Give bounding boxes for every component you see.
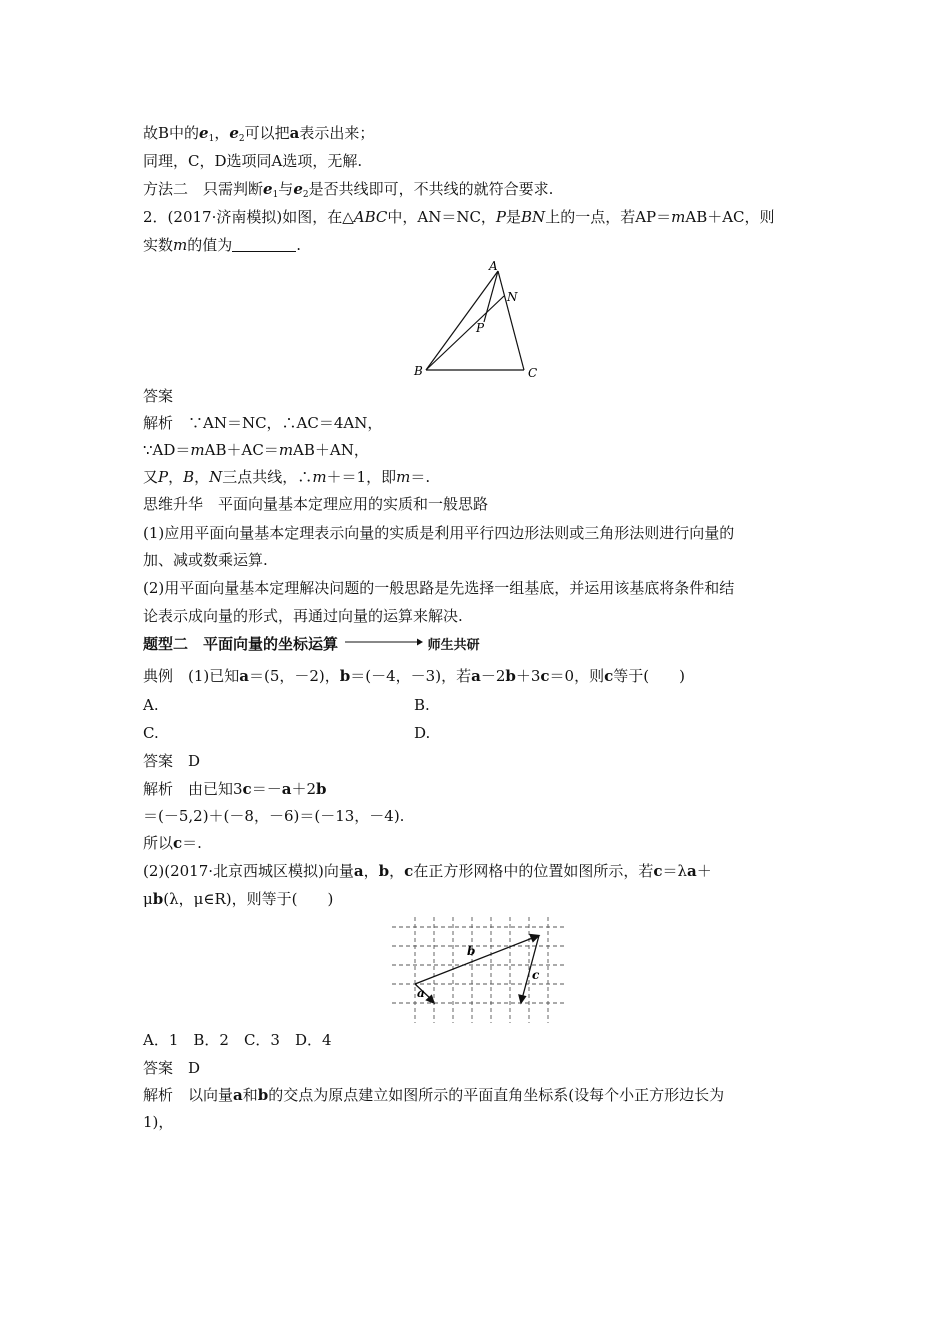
label-vector-a: a xyxy=(417,986,425,1000)
segment-bn xyxy=(426,296,504,370)
label-c: C xyxy=(528,366,538,380)
solution-2-line-3: 所以c＝. xyxy=(143,834,202,852)
label-b: B xyxy=(414,364,423,378)
section-title: 题型二 平面向量的坐标运算 xyxy=(143,635,339,653)
answer-label-2: 答案 D xyxy=(143,752,201,770)
answer-label-3: 答案 D xyxy=(143,1059,201,1077)
option-c: C. xyxy=(143,724,159,742)
arrow-icon xyxy=(343,637,423,647)
summary-title: 思维升华 平面向量基本定理应用的实质和一般思路 xyxy=(143,495,489,513)
solution-2-line-1: 解析 由已知3c＝－a＋2b xyxy=(143,780,327,798)
vector-c-arrowhead xyxy=(519,995,526,1003)
answer-blank xyxy=(232,237,296,252)
option-d: D. xyxy=(414,724,431,742)
solution-line-2: ∵AD＝mAB＋AC＝mAB＋AN， xyxy=(143,441,369,459)
solution-3-line-1: 解析 以向量a和b的交点为原点建立如图所示的平面直角坐标系(设每个小正方形边长为 xyxy=(143,1086,725,1104)
side-ab xyxy=(426,271,498,370)
solution-2-line-2: ＝(－5,2)＋(－8，－6)＝(－13，－4). xyxy=(143,807,405,825)
option-a: A. xyxy=(143,696,159,714)
label-vector-c: c xyxy=(532,968,540,982)
grid-figure xyxy=(392,917,564,1023)
solution-line-1: 解析 ∵AN＝NC，∴AC＝4AN， xyxy=(143,414,383,432)
label-a: A xyxy=(489,259,498,273)
line-2: 同理，C，D选项同A选项，无解. xyxy=(143,152,363,170)
solution-3-line-2: 1)， xyxy=(143,1113,174,1131)
problem-2-line-1: 2．(2017·济南模拟)如图，在△ABC中，AN＝NC，P是BN上的一点，若AP＝mAB＋AC，则 xyxy=(143,208,775,226)
section-heading xyxy=(143,634,480,656)
label-n: N xyxy=(507,290,518,304)
summary-line-1: (1)应用平面向量基本定理表示向量的实质是利用平行四边形法则或三角形法则进行向量的 xyxy=(143,524,735,542)
label-vector-b: b xyxy=(467,944,476,958)
side-ac xyxy=(498,271,524,370)
label-p: P xyxy=(476,321,485,335)
line-3: 方法二 只需判断$e_1$与$e_2$是否共线即可，不共线的就符合要求. xyxy=(143,180,554,200)
triangle-figure xyxy=(400,258,550,380)
option-b: B. xyxy=(414,696,430,714)
section-tag: 师生共研 xyxy=(427,638,480,653)
summary-line-3: (2)用平面向量基本定理解决问题的一般思路是先选择一组基底，并运用该基底将条件和结 xyxy=(143,579,735,597)
problem-2-line-2: 实数m的值为 . xyxy=(143,236,302,254)
summary-line-2: 加、减或数乘运算. xyxy=(143,551,268,569)
answer-label-1: 答案 xyxy=(143,387,174,405)
segment-ap xyxy=(484,271,498,322)
summary-line-4: 论表示成向量的形式，再通过向量的运算来解决. xyxy=(143,607,463,625)
example-2-line-1: (2)(2017·北京西城区模拟)向量a，b，c在正方形网格中的位置如图所示，若c＝λa＋ xyxy=(143,862,712,880)
solution-line-3: 又P，B，N三点共线，∴m＋＝1，即m＝. xyxy=(143,468,431,486)
line-1: 故B中的$e_1$，$e_2$可以把a表示出来； xyxy=(143,124,375,144)
example-2-line-2: μb(λ，μ∈R)，则等于( ) xyxy=(143,890,334,908)
example-1-line: 典例 (1)已知a＝(5，－2)，b＝(－4，－3)，若a－2b＋3c＝0，则c等于( ) xyxy=(143,667,685,685)
options-row: A．1 B．2 C．3 D．4 xyxy=(143,1031,332,1049)
